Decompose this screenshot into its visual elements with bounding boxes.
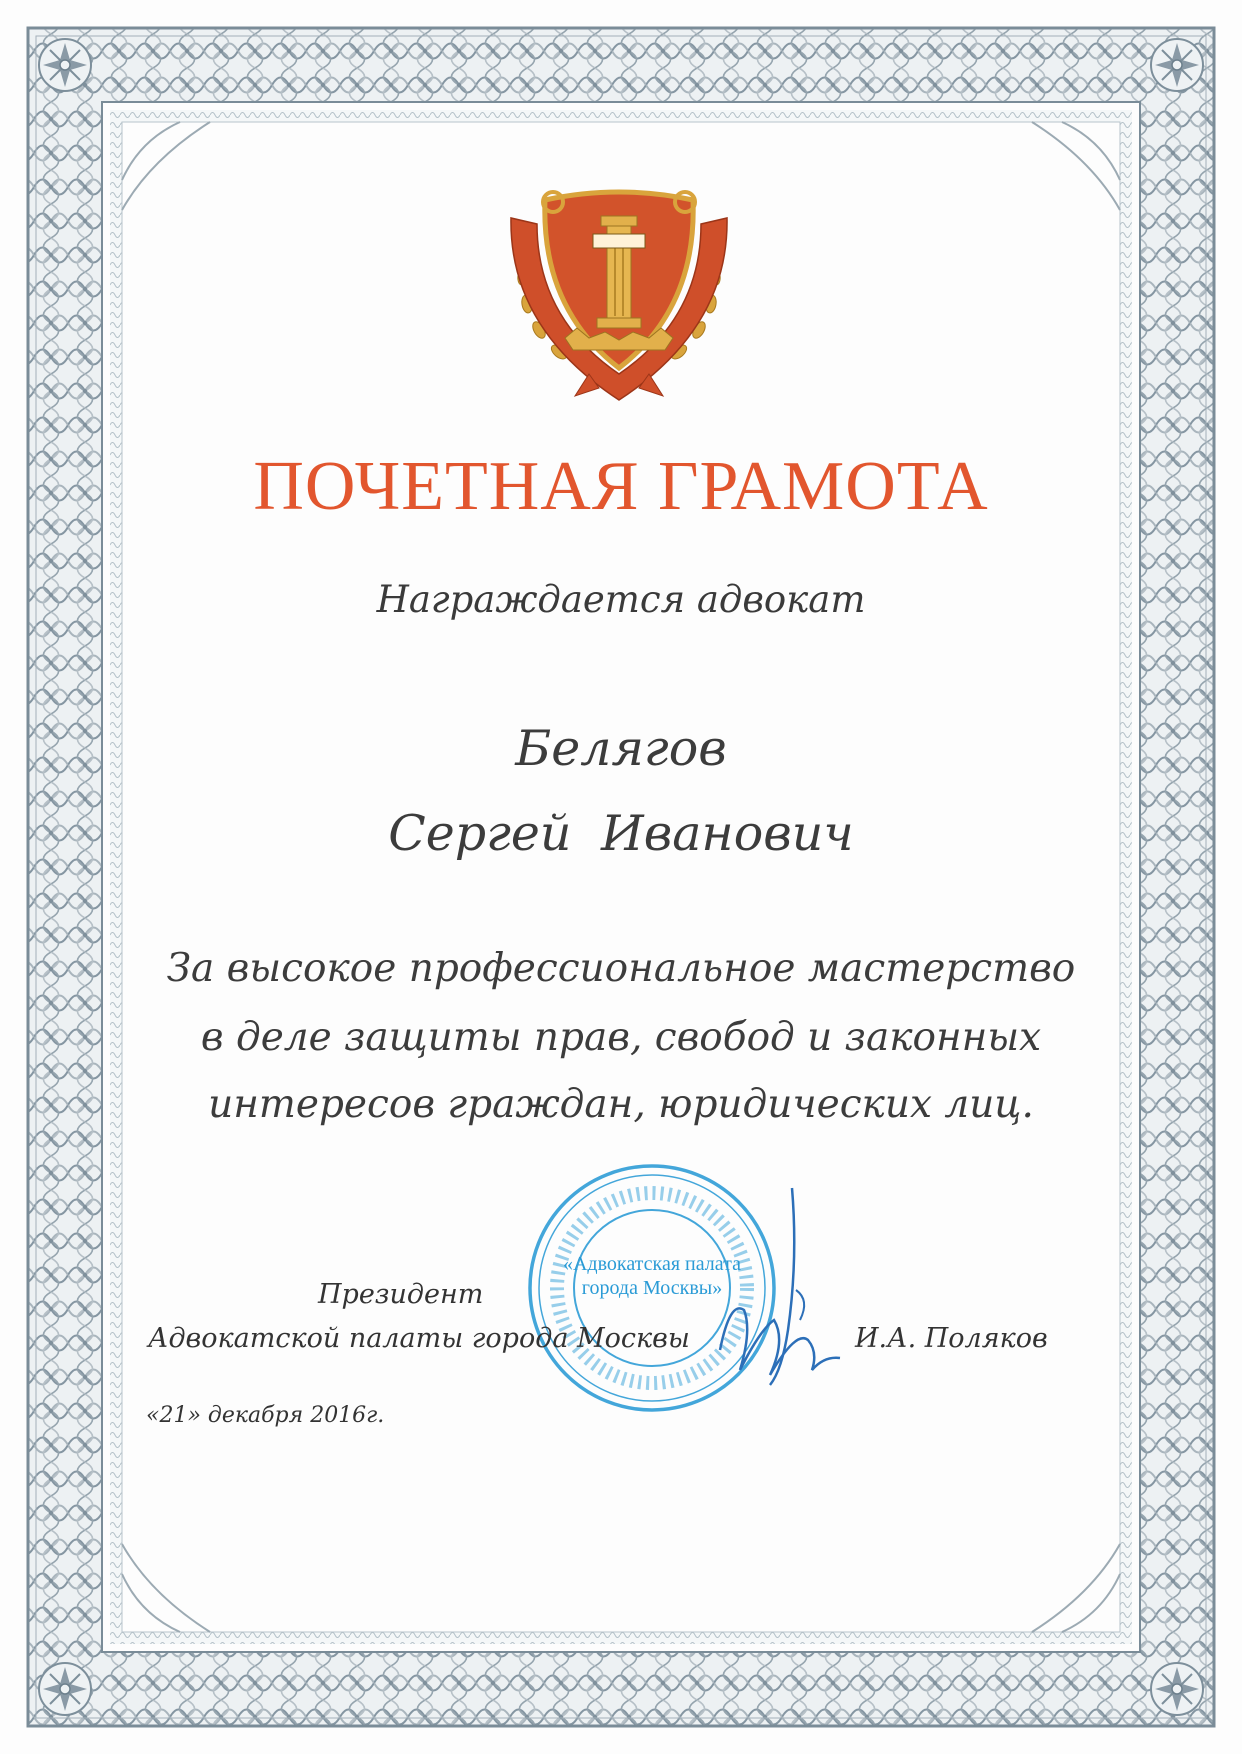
handwritten-signature: [700, 1180, 850, 1400]
award-reason-line: За высокое профессиональное мастерство: [166, 946, 1076, 991]
signer-organization: Адвокатской палаты города Москвы: [148, 1323, 690, 1354]
stamp-label: города Москвы»: [581, 1277, 723, 1299]
certificate-title: ПОЧЕТНАЯ ГРАМОТА: [253, 448, 989, 525]
issue-date: «21» декабря 2016г.: [146, 1403, 385, 1428]
award-subtitle: Награждается адвокат: [376, 578, 866, 621]
signer-position: Президент: [318, 1279, 484, 1310]
stamp-label: «Адвокатская палата: [562, 1253, 741, 1275]
recipient-last-name: Белягов: [515, 720, 727, 777]
signer-name: И.А. Поляков: [855, 1323, 1048, 1354]
recipient-first-middle-name: Сергей Иванович: [388, 805, 854, 862]
award-reason-line: в деле защиты прав, свобод и законных: [200, 1015, 1042, 1060]
bar-chamber-emblem: [505, 178, 733, 406]
award-reason-line: интересов граждан, юридических лиц.: [208, 1082, 1034, 1127]
